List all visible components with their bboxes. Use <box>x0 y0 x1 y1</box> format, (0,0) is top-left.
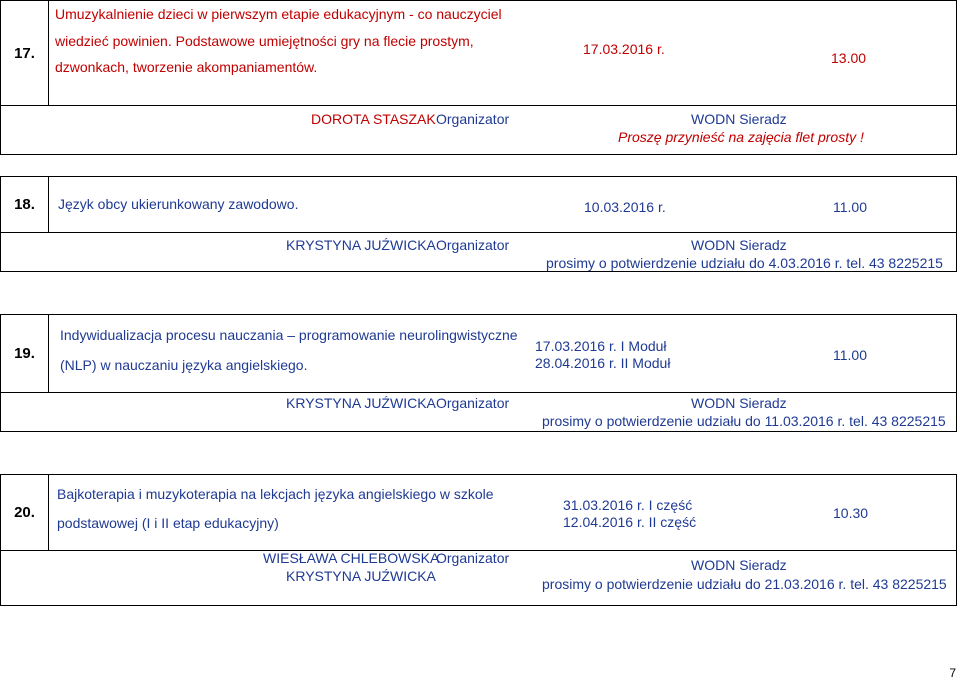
presenter-name: KRYSTYNA JUŹWICKA <box>286 568 436 584</box>
course-title-line: dzwonkach, tworzenie akompaniamentów. <box>55 59 318 75</box>
row-divider <box>1 232 956 233</box>
course-note: prosimy o potwierdzenie udziału do 4.03.2016 r. tel. 43 8225215 <box>546 255 943 271</box>
course-note: Proszę przynieść na zajęcia flet prosty ! <box>618 129 864 145</box>
row-divider <box>1 392 956 393</box>
entry-number: 18. <box>1 177 49 232</box>
course-table-19 <box>0 314 957 432</box>
course-title-line: (NLP) w nauczaniu języka angielskiego. <box>60 357 308 373</box>
course-date-line: 12.04.2016 r. II część <box>563 514 697 530</box>
presenter-name: KRYSTYNA JUŹWICKA <box>286 237 436 253</box>
course-title-line: Bajkoterapia i muzykoterapia na lekcjach języka angielskiego w szkole <box>57 486 494 502</box>
role-label: Organizator <box>436 237 510 253</box>
course-title-line: Indywidualizacja procesu nauczania – programowanie neurolingwistyczne <box>60 327 518 343</box>
row-divider <box>1 105 956 106</box>
course-title-line: wiedzieć powinien. Podstawowe umiejętności gry na flecie prostym, <box>55 33 474 49</box>
presenter-name: DOROTA STASZAK <box>311 111 436 127</box>
place-label: WODN Sieradz <box>691 557 787 573</box>
course-date: 17.03.2016 r. <box>583 41 665 57</box>
course-table-18 <box>0 176 957 272</box>
course-note: prosimy o potwierdzenie udziału do 11.03.2016 r. tel. 43 8225215 <box>542 413 946 429</box>
role-label: Organizator <box>436 395 510 411</box>
course-date-line: 28.04.2016 r. II Moduł <box>535 355 671 371</box>
course-note: prosimy o potwierdzenie udziału do 21.03.2016 r. tel. 43 8225215 <box>542 576 947 592</box>
place-label: WODN Sieradz <box>691 111 787 127</box>
course-table-20 <box>0 474 957 606</box>
course-date: 10.03.2016 r. <box>584 199 666 215</box>
course-title-line: Umuzykalnienie dzieci w pierwszym etapie edukacyjnym - co nauczyciel <box>55 6 502 22</box>
entry-number: 20. <box>1 475 49 550</box>
course-title-line: podstawowej (I i II etap edukacyjny) <box>57 515 279 531</box>
course-date-line: 31.03.2016 r. I część <box>563 497 693 513</box>
entry-number: 19. <box>1 315 49 392</box>
presenter-name: KRYSTYNA JUŹWICKA <box>286 395 436 411</box>
course-time: 13.00 <box>831 50 867 66</box>
course-time: 11.00 <box>833 347 867 363</box>
course-title-line: Język obcy ukierunkowany zawodowo. <box>58 196 299 212</box>
course-date-line: 17.03.2016 r. I Moduł <box>535 338 667 354</box>
place-label: WODN Sieradz <box>691 395 787 411</box>
entry-number: 17. <box>1 1 49 105</box>
role-label: Organizator <box>436 550 510 566</box>
presenter-name: WIESŁAWA CHLEBOWSKA <box>263 550 440 566</box>
course-time: 11.00 <box>833 199 867 215</box>
role-label: Organizator <box>436 111 510 127</box>
place-label: WODN Sieradz <box>691 237 787 253</box>
page-number: 7 <box>949 666 956 680</box>
course-time: 10.30 <box>833 505 869 521</box>
course-table-17 <box>0 0 957 155</box>
